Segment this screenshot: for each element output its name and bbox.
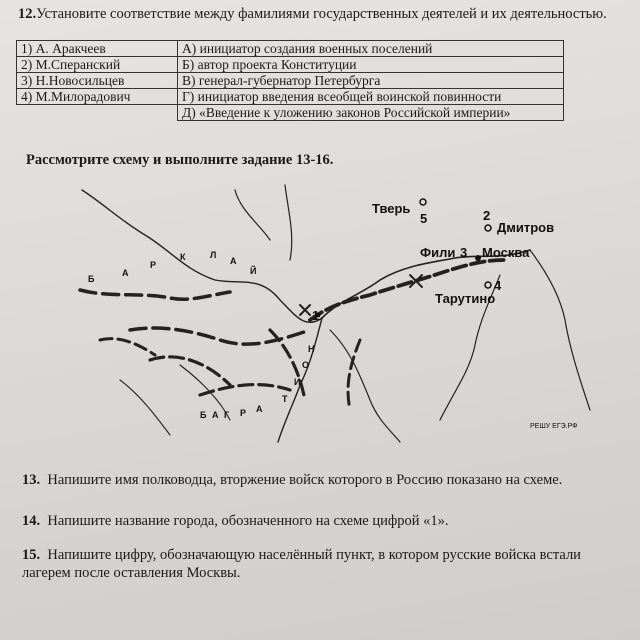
moskva-marker (475, 255, 481, 261)
matching-table (16, 40, 564, 121)
number-1-label: 1 (312, 308, 320, 323)
river-letter: Т (282, 394, 288, 404)
battle-mark (300, 305, 310, 315)
river-letter: Б (200, 410, 207, 420)
question-text: Напишите цифру, обозначающую населённый пункт, в котором русские войска встали лагерем после оставления Москвы. (22, 547, 581, 581)
number-3-label: 3 (460, 245, 468, 260)
table-row (17, 73, 564, 89)
scheme-heading: Рассмотрите схему и выполните задание 13-16. (26, 152, 334, 168)
person-cell: 4) М.Милорадович (17, 89, 178, 105)
question-12 (18, 6, 618, 23)
activity-cell: Б) автор проекта Конституции (178, 57, 564, 73)
river-letter: Р (150, 260, 157, 270)
activity-cell: А) инициатор создания военных поселений (178, 41, 564, 57)
river-letter: Р (240, 408, 247, 418)
route-line (200, 385, 290, 395)
number-2-label: 2 (483, 208, 491, 223)
river-line (82, 190, 322, 322)
question-13 (22, 472, 622, 489)
question-text: Напишите имя полководца, вторжение войск которого в Россию показано на схеме. (47, 472, 563, 488)
table-row (17, 41, 564, 57)
activity-cell: Д) «Введение к уложению законов Российской империи» (178, 105, 564, 121)
moskva-label: Москва (482, 245, 530, 260)
number-4-label: 4 (494, 278, 502, 293)
table-row (17, 105, 564, 121)
river-line (330, 330, 400, 442)
river-line (285, 185, 292, 260)
question-12-number: 12. (18, 6, 37, 22)
dmitrov-marker (485, 225, 491, 231)
question-12-text: Установите соответствие между фамилиями государственных деятелей и их деятельностью. (36, 6, 607, 22)
table-row (17, 57, 564, 73)
question-text: Напишите название города, обозначенного на схеме цифрой «1». (47, 513, 449, 529)
question-15 (22, 546, 622, 582)
river-letter: Л (210, 250, 217, 260)
war-1812-scheme-map (60, 180, 600, 445)
river-letter: Б (88, 274, 95, 284)
river-letter: А (230, 256, 237, 266)
route-line (310, 260, 505, 320)
river-letter: К (180, 252, 186, 262)
number-5-label: 5 (420, 211, 428, 226)
activity-cell: В) генерал-губернатор Петербурга (178, 73, 564, 89)
question-number: 14. (22, 513, 41, 529)
river-line (120, 380, 170, 435)
river-line (530, 250, 590, 410)
river-letter: А (256, 404, 263, 414)
fili-label: Фили (420, 245, 456, 260)
table-row (17, 89, 564, 105)
person-cell: 3) Н.Новосильцев (17, 73, 178, 89)
route-line (80, 290, 230, 299)
person-cell (17, 105, 178, 121)
tver-marker (420, 199, 426, 205)
river-letter: Й (250, 266, 257, 276)
question-14 (22, 513, 622, 530)
person-cell: 1) А. Аракчеев (17, 41, 178, 57)
person-cell: 2) М.Сперанский (17, 57, 178, 73)
river-letter: А (122, 268, 129, 278)
route-line (100, 339, 155, 355)
question-number: 15. (22, 547, 41, 563)
tarutino-label: Тарутино (435, 291, 496, 306)
river-letter: Н (308, 344, 315, 354)
river-letter: Г (224, 410, 230, 420)
river-line (235, 190, 270, 240)
activity-cell: Г) инициатор введения всеобщей воинской повинности (178, 89, 564, 105)
question-number: 13. (22, 472, 41, 488)
watermark: РЕШУ ЕГЭ.РФ (530, 423, 578, 430)
tarutino-marker (485, 282, 491, 288)
route-line (150, 357, 230, 385)
river-letter: И (294, 377, 301, 387)
river-letter: А (212, 410, 219, 420)
tver-label: Тверь (372, 201, 411, 216)
dmitrov-label: Дмитров (497, 220, 555, 235)
river-letter: О (302, 360, 310, 370)
route-line (130, 328, 310, 344)
route-line (348, 340, 360, 410)
